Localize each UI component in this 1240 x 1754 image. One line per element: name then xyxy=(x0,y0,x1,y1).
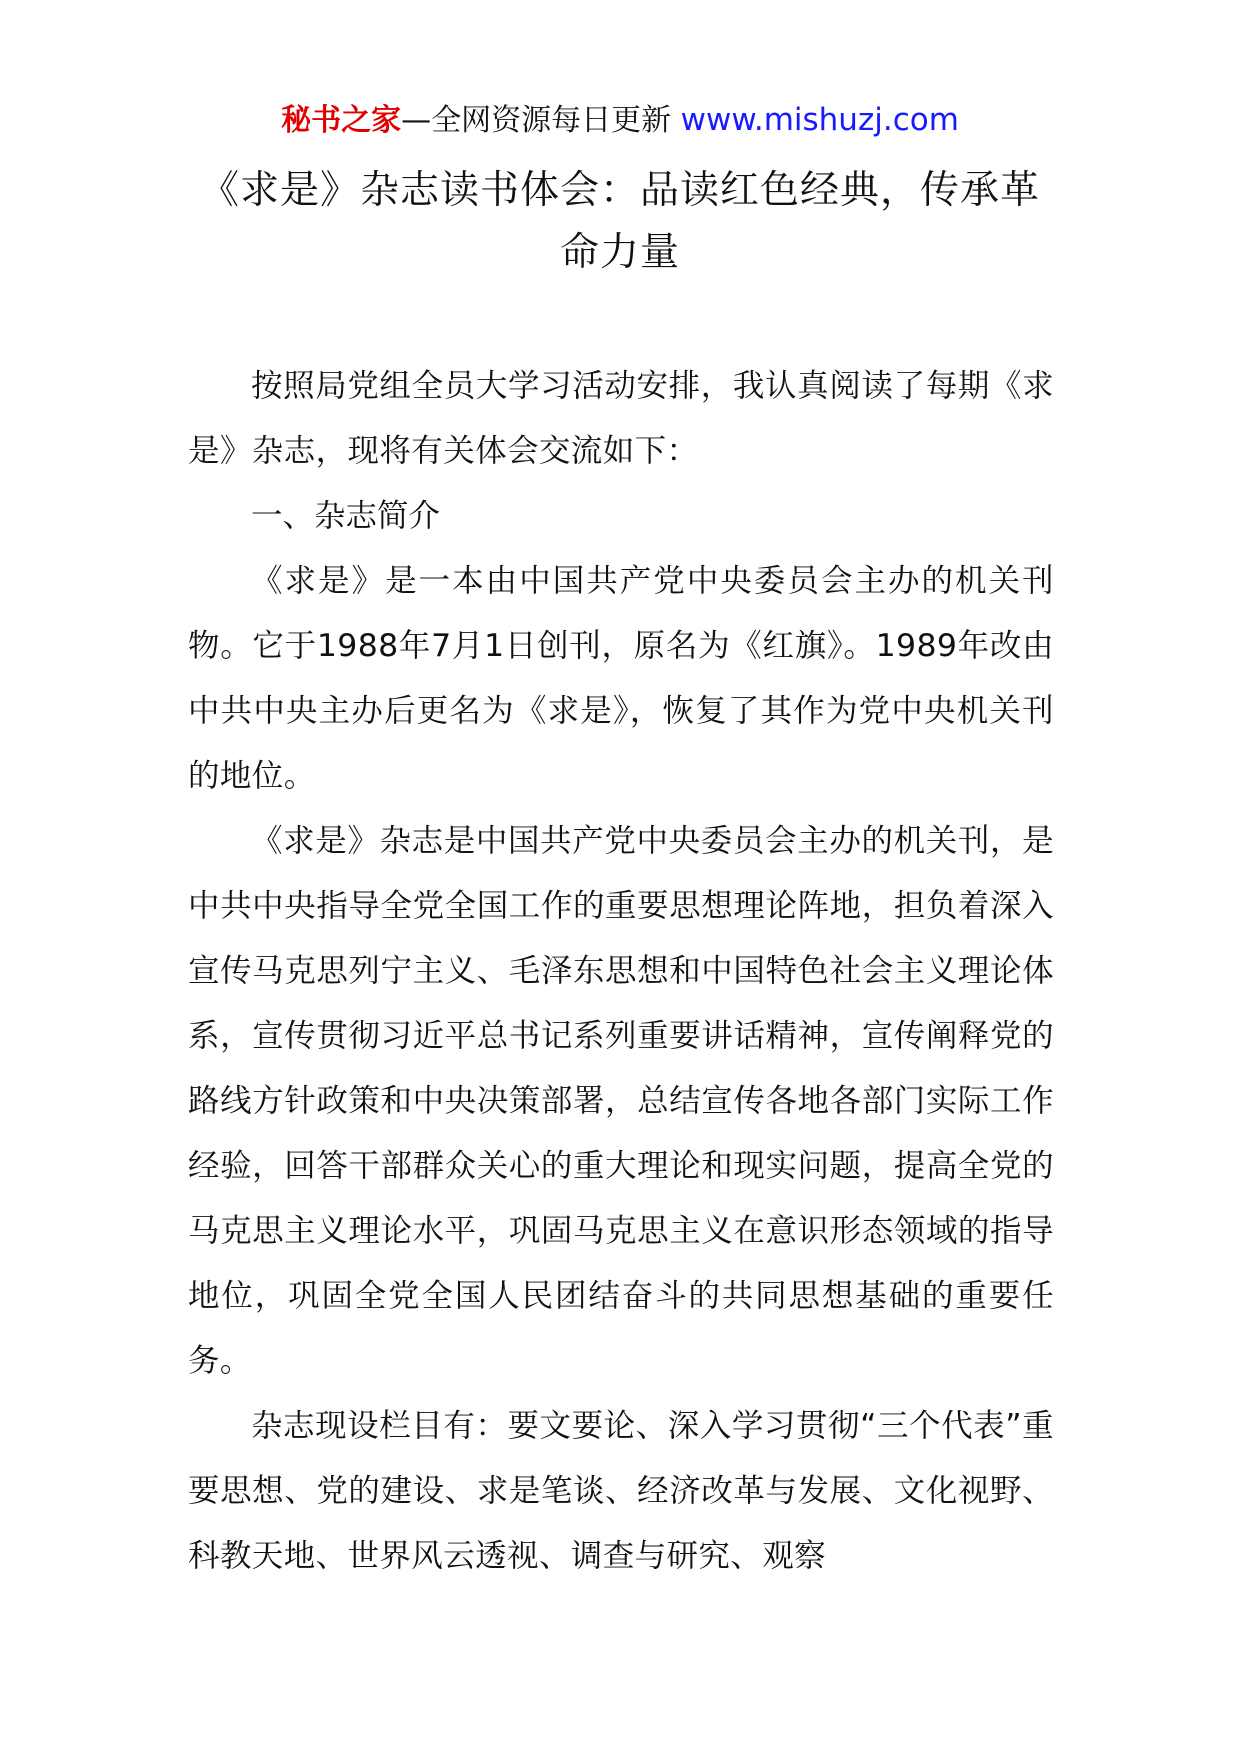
intro-paragraph: 按照局党组全员大学习活动安排，我认真阅读了每期《求是》杂志，现将有关体会交流如下： xyxy=(188,368,1054,469)
paragraph: 杂志现设栏目有：要文要论、深入学习贯彻“三个代表”重要思想、党的建设、求是笔谈、经济改革与发展、文化视野、科教天地、世界风云透视、调查与研究、观察 xyxy=(188,1408,1054,1574)
brand-name: 秘书之家 xyxy=(281,103,402,138)
document-title: 《求是》杂志读书体会：品读红色经典，传承革命力量 xyxy=(199,168,1040,275)
document-body xyxy=(188,354,1054,1589)
paragraph: 《求是》是一本由中国共产党中央委员会主办的机关刊物。它于1988年7月1日创刊，原名为《红旗》。1989年改由中共中央主办后更名为《求是》，恢复了其作为党中央机关刊的地位。 xyxy=(188,563,1054,794)
header-tagline: —全网资源每日更新 xyxy=(401,103,672,138)
section-heading: 一、杂志简介 xyxy=(251,498,441,534)
site-url-link[interactable]: www.mishuzj.com xyxy=(680,102,959,138)
site-header xyxy=(0,100,1240,141)
paragraph: 《求是》杂志是中国共产党中央委员会主办的机关刊，是中共中央指导全党全国工作的重要思想理论阵地，担负着深入宣传马克思列宁主义、毛泽东思想和中国特色社会主义理论体系，宣传贯彻习近平总书记系列重要讲话精神，宣传阐释党的路线方针政策和中央决策部署，总结宣传各地各部门实际工作经验，回答干部群众关心的重大理论和现实问题，提高全党的马克思主义理论水平，巩固马克思主义在意识形态领域的指导地位，巩固全党全国人民团结奋斗的共同思想基础的重要任务。 xyxy=(188,823,1054,1379)
